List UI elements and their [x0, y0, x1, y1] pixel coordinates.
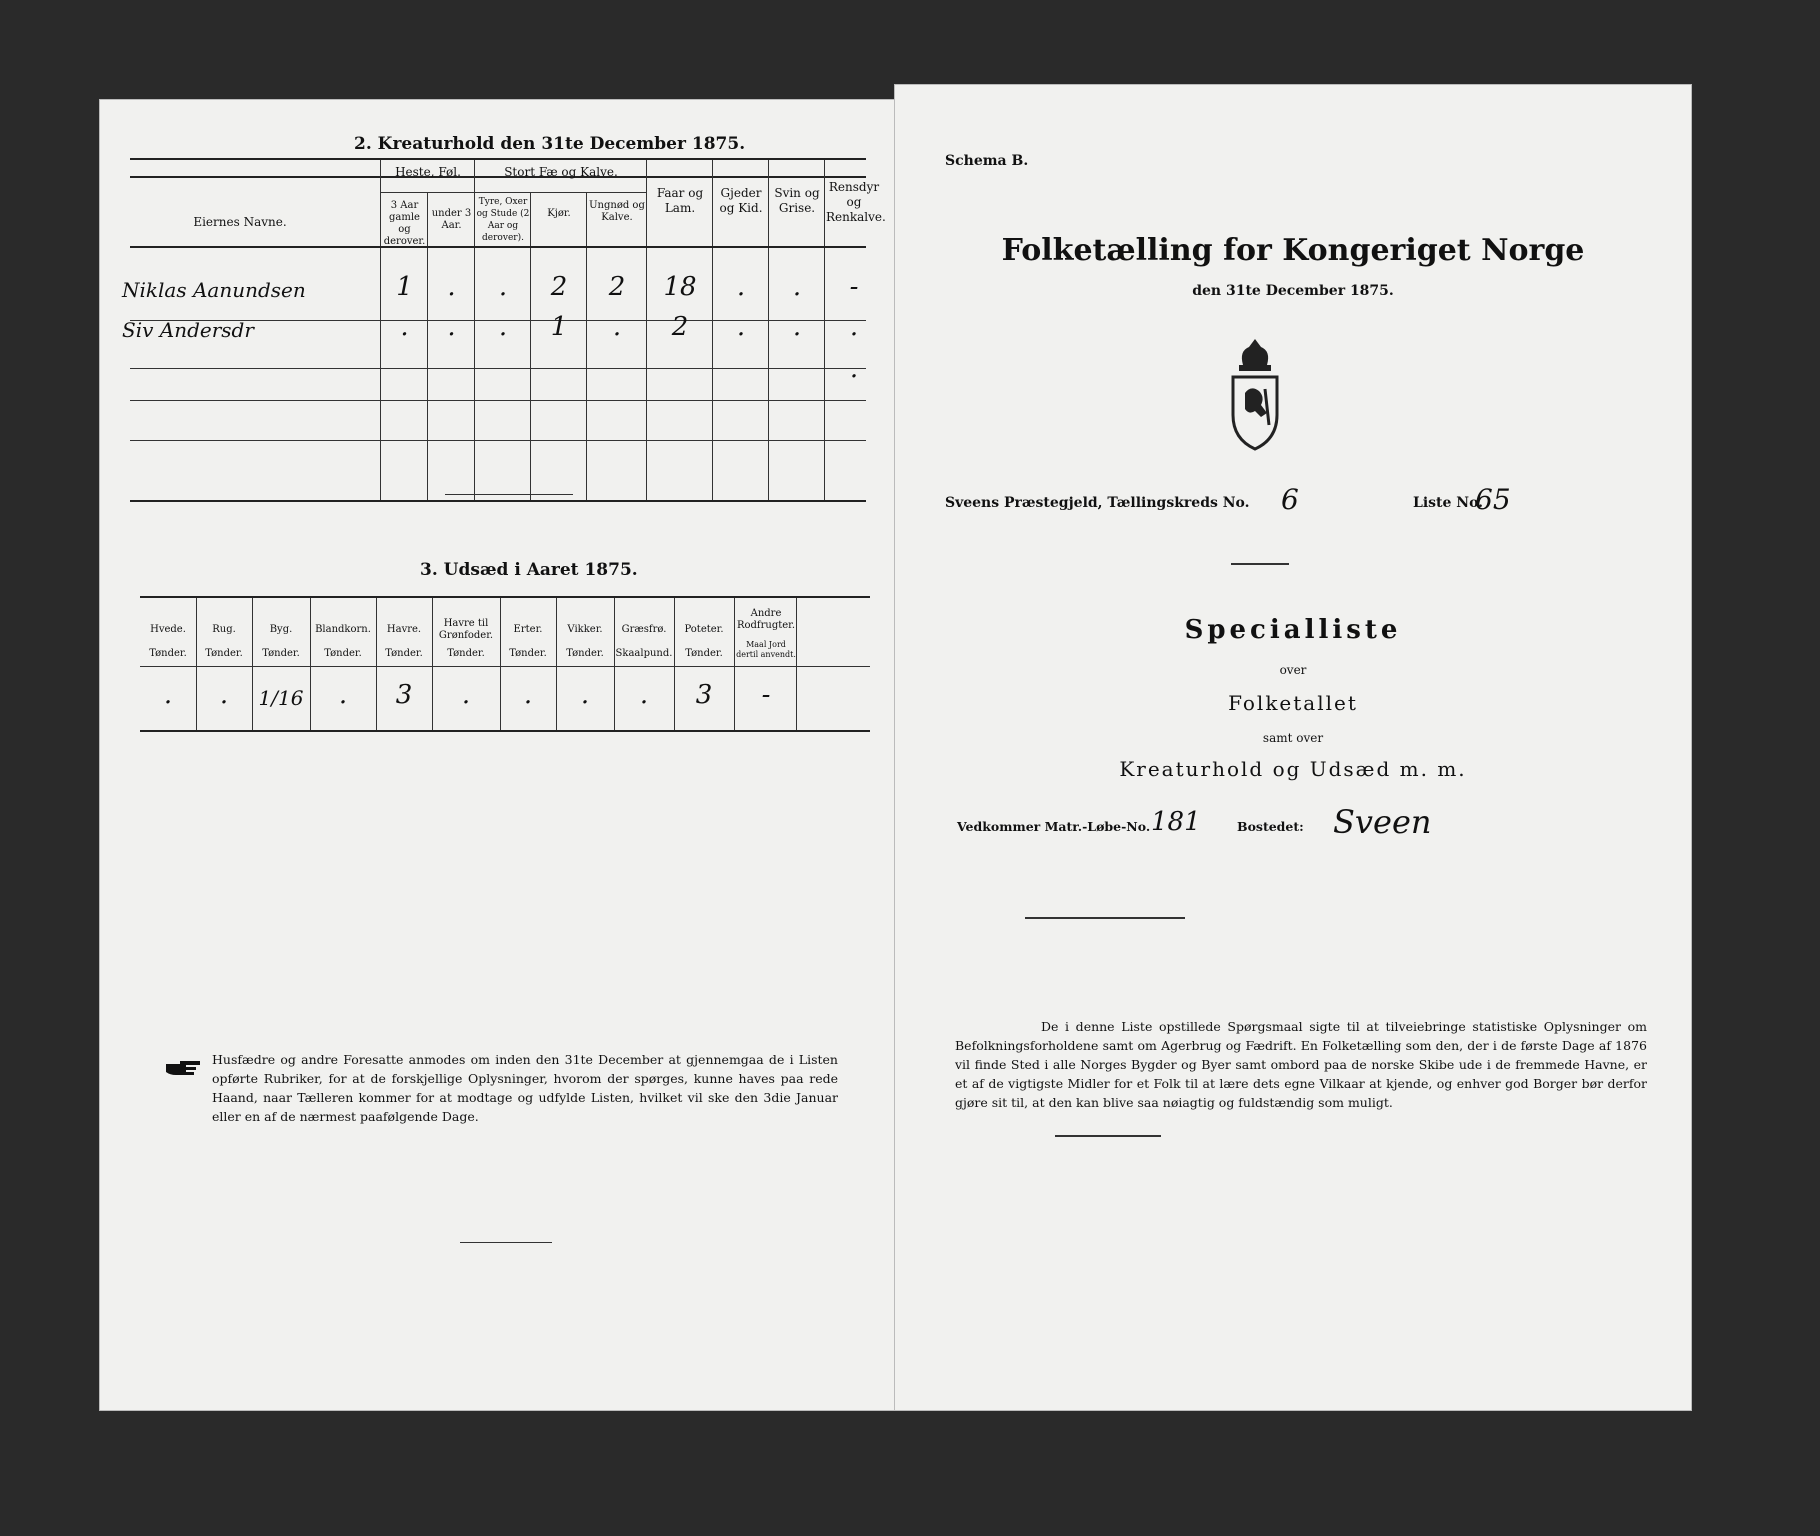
- bosted-value: Sveen: [1333, 803, 1432, 841]
- seed-value: 3: [395, 680, 413, 710]
- seed-value: .: [580, 680, 590, 710]
- seed-col: Havre.: [386, 624, 422, 635]
- cell: .: [849, 312, 859, 342]
- stort-header: Stort Fæ og Kalve.: [504, 165, 618, 179]
- seed-unit: Tønder.: [566, 648, 604, 659]
- seed-col: Rug.: [212, 624, 236, 635]
- col-header: Svin og Grise.: [774, 186, 820, 215]
- pointing-hand-icon: [164, 1058, 204, 1078]
- heste-header: Heste, Føl.: [395, 165, 461, 179]
- seed-col: Græsfrø.: [621, 624, 667, 635]
- seed-unit: Skaalpund.: [615, 648, 673, 659]
- divider: [1055, 1135, 1161, 1137]
- seed-unit: Tønder.: [509, 648, 547, 659]
- cell: 2: [671, 312, 689, 342]
- divider: [1231, 563, 1289, 565]
- norway-coat-of-arms-icon: [1225, 335, 1285, 453]
- seed-unit: Maal Jord dertil anvendt.: [736, 640, 796, 659]
- seed-unit: Tønder.: [385, 648, 423, 659]
- col-header: Ungnød og Kalve.: [589, 200, 645, 223]
- cell: .: [447, 312, 456, 342]
- seed-col: Blandkorn.: [315, 624, 371, 635]
- seed-col: Havre til Grønfoder.: [438, 618, 494, 641]
- bosted-label: Bostedet:: [1237, 819, 1304, 834]
- owner-header: Eiernes Navne.: [193, 215, 287, 229]
- cell: .: [736, 312, 746, 342]
- divider: [445, 494, 573, 495]
- over-text: over: [1279, 663, 1307, 677]
- seed-unit: Tønder.: [149, 648, 187, 659]
- cell: .: [498, 272, 508, 302]
- left-page: [100, 100, 896, 1410]
- folketallet-text: Folketallet: [1228, 691, 1358, 715]
- subheading: den 31te December 1875.: [1192, 283, 1394, 299]
- seed-unit: Tønder.: [324, 648, 362, 659]
- specialliste-title: Specialliste: [1184, 615, 1402, 645]
- matr-label: Vedkommer Matr.-Løbe-No.: [957, 819, 1151, 834]
- parish-label: Sveens Præstegjeld, Tællingskreds No.: [945, 495, 1250, 511]
- seed-value: .: [639, 680, 649, 710]
- seed-value: .: [219, 680, 229, 710]
- schema-label: Schema B.: [945, 153, 1029, 169]
- cell: 1: [396, 272, 413, 302]
- seed-value: 3: [695, 680, 713, 710]
- cell: .: [849, 354, 859, 384]
- seed-value: .: [338, 680, 348, 710]
- cell: 18: [663, 272, 697, 302]
- col-header: 3 Aar gamle og derover.: [383, 200, 426, 247]
- seed-value: .: [523, 680, 533, 710]
- cell: 2: [608, 272, 626, 302]
- cell: .: [792, 272, 802, 302]
- cell: .: [447, 272, 456, 302]
- seed-col: Vikker.: [567, 624, 603, 635]
- seed-unit: Tønder.: [447, 648, 485, 659]
- col-header: under 3 Aar.: [431, 208, 472, 231]
- seed-value: -: [761, 680, 771, 710]
- seed-unit: Tønder.: [262, 648, 300, 659]
- divider: [1025, 917, 1185, 919]
- seed-col: Byg.: [269, 624, 293, 635]
- explanatory-note: De i denne Liste opstillede Spørgsmaal sigte til at tilveiebringe statistiske Oplysninger om Befolkningsforholdene samt om Agerbrug og Fædrift. En Folketælling som den, der i de første Dage af 1876 vil finde Sted i alle Norges Bygder og Byer samt ombord paa de norske Skibe ude i de fremmede Havne, er et af de vigtigste Midler for et Folk til at lære dets egne Vilkaar at kjende, og enhver god Borger bør derfor gjøre sit til, at den kan blive saa nøiagtig og fuldstændig som muligt.: [955, 1019, 1647, 1110]
- main-heading: Folketælling for Kongeriget Norge: [1001, 233, 1585, 268]
- right-page: [895, 85, 1691, 1410]
- cell: 1: [550, 312, 568, 342]
- seed-col: Poteter.: [684, 624, 724, 635]
- divider: [460, 1242, 552, 1243]
- section2-title: 2. Kreaturhold den 31te December 1875.: [354, 134, 746, 154]
- col-header: Rensdyr og Renkalve.: [826, 180, 886, 224]
- col-header: Faar og Lam.: [656, 186, 704, 215]
- kreds-no: 6: [1281, 483, 1299, 516]
- cell: .: [498, 312, 508, 342]
- seed-value: 1/16: [258, 686, 304, 710]
- col-header: Tyre, Oxer og Stude (2 Aar og derover).: [476, 197, 530, 243]
- col-header: Kjør.: [547, 208, 571, 219]
- liste-no: 65: [1475, 483, 1511, 516]
- cell: .: [400, 312, 409, 342]
- rule: [130, 158, 866, 160]
- owner-name: Siv Andersdr: [122, 318, 254, 342]
- instruction-note: Husfædre og andre Foresatte anmodes om inden den 31te December at gjennemgaa de i Listen opførte Rubriker, for at de forskjellige Oplysninger, hvorom der spørges, kunne haves paa rede Haand, naar Tælleren kommer for at modtage og udfylde Listen, hvilket vil ske den 3die Januar eller en af de nærmest paafølgende Dage.: [212, 1052, 838, 1124]
- liste-label: Liste No.: [1413, 495, 1484, 511]
- seed-col: Hvede.: [150, 624, 186, 635]
- matr-no: 181: [1151, 807, 1201, 837]
- cell: .: [612, 312, 622, 342]
- cell: .: [792, 312, 802, 342]
- cell: -: [849, 272, 859, 302]
- seed-unit: Tønder.: [205, 648, 243, 659]
- seed-value: .: [163, 680, 173, 710]
- seed-value: .: [461, 680, 471, 710]
- col-header: Gjeder og Kid.: [719, 186, 763, 215]
- seed-col: Erter.: [513, 624, 543, 635]
- section3-title: 3. Udsæd i Aaret 1875.: [420, 560, 638, 580]
- samt-over-text: samt over: [1262, 731, 1324, 745]
- seed-unit: Tønder.: [685, 648, 723, 659]
- seed-col: Andre Rodfrugter.: [736, 608, 796, 631]
- owner-name: Niklas Aanundsen: [122, 278, 306, 302]
- cell: 2: [550, 272, 568, 302]
- cell: .: [736, 272, 746, 302]
- kreaturhold-text: Kreaturhold og Udsæd m. m.: [1119, 757, 1467, 781]
